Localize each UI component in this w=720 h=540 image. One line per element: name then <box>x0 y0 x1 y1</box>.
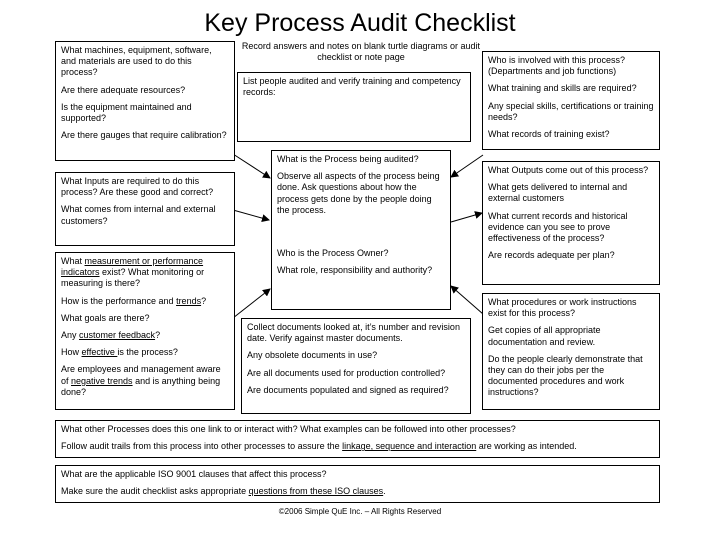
documents-question-2: Any obsolete documents in use? <box>247 350 378 361</box>
procedures-question-3: Do the people clearly demonstrate that they can do their jobs per the documented procedures and work instructions? <box>488 353 643 398</box>
linkage-sequence-link[interactable]: linkage, sequence and interaction <box>342 441 477 452</box>
equipment-question-1: What machines, equipment, software, and materials are used to do this process? <box>61 45 212 78</box>
training-records-question-1: List people audited and verify training and competency records: <box>243 76 461 98</box>
inputs-box <box>55 172 235 246</box>
equipment-box <box>55 41 235 161</box>
procedures-question-1: What procedures or work instructions exist for this process? <box>488 297 637 319</box>
training-records-box <box>237 72 471 142</box>
arrow-inputs <box>233 210 269 220</box>
inputs-question-1: What Inputs are required to do this process? Are these good and correct? <box>61 176 214 198</box>
arrow-procedures <box>451 286 483 314</box>
trends-link[interactable]: trends <box>176 295 202 306</box>
procedures-question-2: Get copies of all appropriate documentation and review. <box>488 325 601 347</box>
center-question-2: Observe all aspects of the process being done. Ask questions about how the process gets done by the people doing the process. <box>277 171 440 215</box>
copyright-footer: ©2006 Simple QuE Inc. – All Rights Reserved <box>278 507 442 516</box>
arrow-measures <box>233 289 270 318</box>
arrow-who <box>451 155 483 177</box>
outputs-question-3: What current records and historical evidence can you see to prove effectiveness of the process? <box>488 210 628 244</box>
documents-question-3: Are all documents used for production controlled? <box>247 367 446 378</box>
equipment-question-3: Is the equipment maintained and supported? <box>61 101 192 124</box>
iso-box <box>55 465 660 503</box>
outputs-question-1: What Outputs come out of this process? <box>488 165 649 175</box>
who-question-4: What records of training exist? <box>488 129 610 140</box>
negative-trends-link[interactable]: negative trends <box>71 375 133 386</box>
measures-question-1: What measurement or performance indicators exist? What monitoring or measuring is there? <box>61 256 205 289</box>
equipment-question-4: Are there gauges that require calibration? <box>61 130 227 141</box>
procedures-box <box>482 293 660 410</box>
arrow-equipment <box>233 154 270 178</box>
documents-box <box>241 318 471 414</box>
who-box <box>482 51 660 150</box>
who-question-2: What training and skills are required? <box>488 83 637 94</box>
equipment-question-2: Are there adequate resources? <box>61 84 186 95</box>
customer-feedback-link[interactable]: customer feedback <box>79 330 156 341</box>
measures-question-4: Any customer feedback? <box>61 330 161 341</box>
linkage-box <box>55 420 660 458</box>
outputs-question-2: What gets delivered to internal and external customers <box>488 182 628 204</box>
iso-clauses-link[interactable]: questions from these ISO clauses <box>248 486 384 497</box>
iso-question-2: Make sure the audit checklist asks appropriate questions from these ISO clauses. <box>61 486 386 497</box>
measures-question-2: How is the performance and trends? <box>61 295 207 306</box>
arrow-outputs <box>451 213 482 222</box>
measurement-indicators-link[interactable]: measurement or performance indicators <box>61 256 204 278</box>
inputs-question-2: What comes from internal and external customers? <box>61 204 216 226</box>
measures-question-5: How effective is the process? <box>61 347 178 358</box>
process-center-box <box>271 150 451 310</box>
documents-question-1: Collect documents looked at, it’s number and revision date. Verify against master documents. <box>247 322 460 344</box>
center-question-4: What role, responsibility and authority? <box>277 265 433 276</box>
who-question-3: Any special skills, certifications or training needs? <box>488 100 654 122</box>
page-title: Key Process Audit Checklist <box>204 9 516 37</box>
measures-box <box>55 252 235 410</box>
page-subtitle: Record answers and notes on blank turtle diagrams or audit checklist or note page <box>241 41 481 62</box>
measures-question-3: What goals are there? <box>61 312 150 323</box>
center-question-1: What is the Process being audited? <box>277 154 419 164</box>
who-question-1: Who is involved with this process? (Departments and job functions) <box>488 55 626 77</box>
documents-question-4: Are documents populated and signed as required? <box>247 384 449 395</box>
iso-question-1: What are the applicable ISO 9001 clauses that affect this process? <box>61 469 327 479</box>
outputs-box <box>482 161 660 285</box>
center-question-3: Who is the Process Owner? <box>277 248 389 259</box>
linkage-question-2: Follow audit trails from this process into other processes to assure the linkage, sequence and interaction are working as intended. <box>61 441 577 452</box>
outputs-question-4: Are records adequate per plan? <box>488 250 615 261</box>
effective-link[interactable]: effective <box>81 347 118 358</box>
measures-question-6: Are employees and management aware of negative trends and is anything being done? <box>61 364 221 397</box>
linkage-question-1: What other Processes does this one link to or interact with? What examples can be followed into other processes? <box>61 424 516 434</box>
